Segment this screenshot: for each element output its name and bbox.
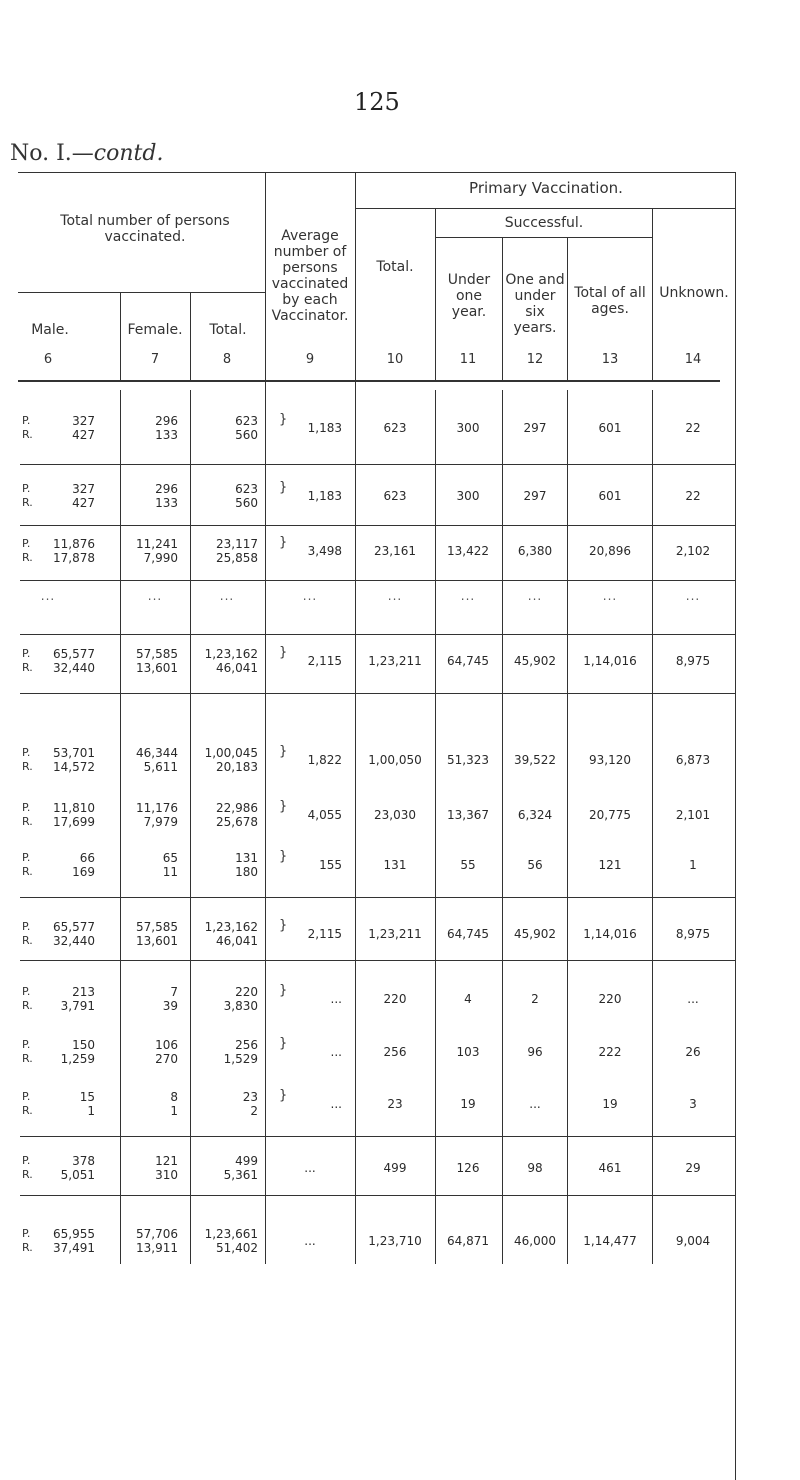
unknown-cell: 8,975 bbox=[675, 654, 711, 668]
total-cell-value: 1,23,661 bbox=[204, 1227, 258, 1241]
column-number: 8 bbox=[222, 352, 232, 367]
male-cell-value: 14,572 bbox=[53, 760, 95, 774]
female-cell bbox=[98, 537, 178, 565]
total-cell bbox=[178, 1090, 258, 1118]
female-cell-value: 1 bbox=[170, 1104, 178, 1118]
column-number: 12 bbox=[526, 352, 544, 367]
average-cell: 1,822 bbox=[307, 753, 342, 767]
body-column-divider bbox=[567, 390, 568, 1264]
one-six-cell: 39,522 bbox=[514, 753, 556, 767]
female-cell-value: 57,706 bbox=[136, 1227, 178, 1241]
prefix-p: P. bbox=[22, 985, 31, 998]
body-column-divider bbox=[735, 390, 736, 1480]
prefix-p: P. bbox=[22, 1090, 31, 1103]
column-number: 14 bbox=[684, 352, 702, 367]
average-cell: ... bbox=[304, 1234, 316, 1248]
male-cell bbox=[15, 647, 95, 675]
male-cell-value: 213 bbox=[72, 985, 95, 999]
body-column-divider bbox=[652, 390, 653, 1264]
prefix-p: P. bbox=[22, 851, 31, 864]
one-six-cell: 6,380 bbox=[517, 544, 553, 558]
total-cell-value: 623 bbox=[235, 482, 258, 496]
brace-mark: } bbox=[279, 799, 288, 814]
brace-mark: } bbox=[279, 480, 288, 495]
prefix-p: P. bbox=[22, 482, 31, 495]
title-prefix: No. I.— bbox=[10, 141, 94, 166]
prefix-r: R. bbox=[22, 1052, 33, 1065]
all-ages-cell: 1,14,016 bbox=[583, 654, 637, 668]
female-cell bbox=[98, 1227, 178, 1255]
prefix-r: R. bbox=[22, 865, 33, 878]
ellipsis-cell: ... bbox=[527, 589, 543, 603]
ptotal-cell: 220 bbox=[383, 992, 407, 1006]
ptotal-cell: 499 bbox=[383, 1161, 407, 1175]
male-cell-value: 427 bbox=[72, 428, 95, 442]
female-cell-value: 39 bbox=[162, 999, 178, 1013]
average-cell: ... bbox=[330, 992, 342, 1006]
female-cell-value: 11,241 bbox=[136, 537, 178, 551]
one-six-cell: 2 bbox=[531, 992, 539, 1006]
prefix-r: R. bbox=[22, 661, 33, 674]
total-cell-value: 1,23,162 bbox=[204, 647, 258, 661]
female-cell bbox=[98, 1154, 178, 1182]
prefix-r: R. bbox=[22, 428, 33, 441]
total-cell bbox=[178, 482, 258, 510]
header-successful: Successful. bbox=[504, 215, 584, 231]
female-cell bbox=[98, 414, 178, 442]
page-number: 125 bbox=[354, 88, 400, 116]
total-cell bbox=[178, 1227, 258, 1255]
row-separator bbox=[20, 1136, 735, 1137]
unknown-cell: 6,873 bbox=[675, 753, 711, 767]
ptotal-cell: 23 bbox=[387, 1097, 403, 1111]
female-cell bbox=[98, 746, 178, 774]
average-cell: 2,115 bbox=[307, 927, 342, 941]
male-cell-value: 17,699 bbox=[53, 815, 95, 829]
ptotal-cell: 23,030 bbox=[374, 808, 416, 822]
ptotal-cell: 23,161 bbox=[374, 544, 416, 558]
total-cell-value: 23,117 bbox=[216, 537, 258, 551]
ellipsis-cell: ... bbox=[147, 589, 163, 603]
unknown-cell: 2,101 bbox=[675, 808, 711, 822]
header-divider bbox=[355, 172, 356, 395]
row-separator bbox=[20, 960, 735, 961]
total-cell-value: 2 bbox=[250, 1104, 258, 1118]
female-cell-value: 133 bbox=[155, 428, 178, 442]
prefix-p: P. bbox=[22, 801, 31, 814]
total-cell-value: 22,986 bbox=[216, 801, 258, 815]
female-cell-value: 46,344 bbox=[136, 746, 178, 760]
ptotal-cell: 1,23,211 bbox=[368, 927, 422, 941]
brace-mark: } bbox=[279, 412, 288, 427]
female-cell-value: 121 bbox=[155, 1154, 178, 1168]
row-separator bbox=[20, 634, 735, 635]
under-one-cell: 300 bbox=[456, 421, 480, 435]
male-cell-value: 65,577 bbox=[53, 647, 95, 661]
unknown-cell: 22 bbox=[685, 489, 701, 503]
ellipsis-cell: ... bbox=[40, 589, 56, 603]
under-one-cell: 64,745 bbox=[447, 654, 489, 668]
column-number: 7 bbox=[150, 352, 160, 367]
header-male: Male. bbox=[31, 322, 69, 338]
male-cell-value: 378 bbox=[72, 1154, 95, 1168]
female-cell-value: 8 bbox=[170, 1090, 178, 1104]
female-cell-value: 13,911 bbox=[136, 1241, 178, 1255]
body-column-divider bbox=[502, 390, 503, 1264]
female-cell bbox=[98, 985, 178, 1013]
male-cell bbox=[15, 851, 95, 879]
prefix-r: R. bbox=[22, 496, 33, 509]
header-divider bbox=[265, 172, 266, 395]
female-cell bbox=[98, 482, 178, 510]
ptotal-cell: 623 bbox=[383, 489, 407, 503]
unknown-cell: 8,975 bbox=[675, 927, 711, 941]
total-cell-value: 20,183 bbox=[216, 760, 258, 774]
brace-mark: } bbox=[279, 645, 288, 660]
unknown-cell: 9,004 bbox=[675, 1234, 711, 1248]
total-cell-value: 1,529 bbox=[223, 1052, 258, 1066]
prefix-p: P. bbox=[22, 414, 31, 427]
header-primary: Primary Vaccination. bbox=[469, 179, 623, 197]
female-cell-value: 11 bbox=[162, 865, 178, 879]
column-number: 10 bbox=[386, 352, 404, 367]
column-number: 11 bbox=[459, 352, 477, 367]
all-ages-cell: 1,14,477 bbox=[583, 1234, 637, 1248]
unknown-cell: 29 bbox=[685, 1161, 701, 1175]
female-cell-value: 7 bbox=[170, 985, 178, 999]
female-cell-value: 133 bbox=[155, 496, 178, 510]
male-cell bbox=[15, 801, 95, 829]
header-divider bbox=[735, 172, 736, 395]
header-total-all-ages: Total of all ages. bbox=[574, 285, 646, 317]
ptotal-cell: 623 bbox=[383, 421, 407, 435]
row-separator bbox=[20, 464, 735, 465]
prefix-p: P. bbox=[22, 920, 31, 933]
prefix-r: R. bbox=[22, 551, 33, 564]
ellipsis-cell: ... bbox=[460, 589, 476, 603]
one-six-cell: 6,324 bbox=[517, 808, 553, 822]
female-cell-value: 13,601 bbox=[136, 934, 178, 948]
total-cell-value: 1,23,162 bbox=[204, 920, 258, 934]
female-cell-value: 57,585 bbox=[136, 920, 178, 934]
total-cell-value: 1,00,045 bbox=[204, 746, 258, 760]
total-cell bbox=[178, 414, 258, 442]
all-ages-cell: 461 bbox=[598, 1161, 622, 1175]
row-separator bbox=[20, 525, 735, 526]
male-cell-value: 65,955 bbox=[53, 1227, 95, 1241]
male-cell bbox=[15, 920, 95, 948]
brace-mark: } bbox=[279, 918, 288, 933]
body-column-divider bbox=[435, 390, 436, 1264]
prefix-p: P. bbox=[22, 537, 31, 550]
prefix-p: P. bbox=[22, 1227, 31, 1240]
header-total: Total. bbox=[209, 322, 247, 338]
header-female: Female. bbox=[127, 322, 183, 338]
header-average: Average number of persons vaccinated by each Vaccinator. bbox=[271, 228, 349, 324]
brace-mark: } bbox=[279, 983, 288, 998]
female-cell bbox=[98, 851, 178, 879]
female-cell-value: 296 bbox=[155, 482, 178, 496]
all-ages-cell: 93,120 bbox=[589, 753, 631, 767]
primary-header-rule bbox=[355, 208, 735, 209]
page-title bbox=[10, 141, 163, 166]
ptotal-cell: 1,00,050 bbox=[368, 753, 422, 767]
female-cell-value: 106 bbox=[155, 1038, 178, 1052]
one-six-cell: ... bbox=[529, 1097, 541, 1111]
all-ages-cell: 121 bbox=[598, 858, 622, 872]
total-cell bbox=[178, 647, 258, 675]
ptotal-cell: 1,23,211 bbox=[368, 654, 422, 668]
total-cell bbox=[178, 920, 258, 948]
total-cell bbox=[178, 851, 258, 879]
under-one-cell: 13,422 bbox=[447, 544, 489, 558]
ptotal-cell: 131 bbox=[383, 858, 407, 872]
title-suffix: contd. bbox=[93, 141, 164, 166]
column-number: 9 bbox=[305, 352, 315, 367]
male-cell-value: 37,491 bbox=[53, 1241, 95, 1255]
header-divider bbox=[435, 208, 436, 380]
one-six-cell: 45,902 bbox=[514, 654, 556, 668]
female-cell-value: 7,990 bbox=[143, 551, 178, 565]
total-cell-value: 51,402 bbox=[216, 1241, 258, 1255]
female-cell-value: 65 bbox=[162, 851, 178, 865]
body-column-divider bbox=[265, 390, 266, 1264]
male-cell-value: 32,440 bbox=[53, 661, 95, 675]
male-cell-value: 11,810 bbox=[53, 801, 95, 815]
female-cell bbox=[98, 647, 178, 675]
prefix-p: P. bbox=[22, 746, 31, 759]
male-cell-value: 15 bbox=[79, 1090, 95, 1104]
male-cell bbox=[15, 1154, 95, 1182]
one-six-cell: 45,902 bbox=[514, 927, 556, 941]
prefix-p: P. bbox=[22, 1154, 31, 1167]
male-cell-value: 1 bbox=[87, 1104, 95, 1118]
average-cell: 1,183 bbox=[307, 421, 342, 435]
total-cell-value: 131 bbox=[235, 851, 258, 865]
ellipsis-cell: ... bbox=[302, 589, 318, 603]
successful-header-rule bbox=[435, 237, 652, 238]
female-cell bbox=[98, 920, 178, 948]
female-cell bbox=[98, 1090, 178, 1118]
total-cell bbox=[178, 985, 258, 1013]
unknown-cell: 26 bbox=[685, 1045, 701, 1059]
under-one-cell: 126 bbox=[456, 1161, 480, 1175]
male-cell bbox=[15, 746, 95, 774]
male-cell bbox=[15, 1090, 95, 1118]
all-ages-cell: 20,775 bbox=[589, 808, 631, 822]
male-cell bbox=[15, 482, 95, 510]
female-cell-value: 296 bbox=[155, 414, 178, 428]
prefix-r: R. bbox=[22, 934, 33, 947]
average-cell: 1,183 bbox=[307, 489, 342, 503]
prefix-p: P. bbox=[22, 1038, 31, 1051]
one-six-cell: 46,000 bbox=[514, 1234, 556, 1248]
ellipsis-cell: ... bbox=[685, 589, 701, 603]
female-cell-value: 310 bbox=[155, 1168, 178, 1182]
ellipsis-cell: ... bbox=[387, 589, 403, 603]
unknown-cell: 1 bbox=[689, 858, 697, 872]
average-cell: ... bbox=[330, 1045, 342, 1059]
male-cell-value: 32,440 bbox=[53, 934, 95, 948]
prefix-r: R. bbox=[22, 760, 33, 773]
male-cell-value: 5,051 bbox=[60, 1168, 95, 1182]
header-divider bbox=[190, 292, 191, 380]
row-separator bbox=[20, 1195, 735, 1196]
female-cell-value: 11,176 bbox=[136, 801, 178, 815]
under-one-cell: 103 bbox=[456, 1045, 480, 1059]
average-cell: 155 bbox=[319, 858, 342, 872]
total-cell-value: 5,361 bbox=[223, 1168, 258, 1182]
column-number: 6 bbox=[43, 352, 53, 367]
total-cell-value: 3,830 bbox=[223, 999, 258, 1013]
prefix-r: R. bbox=[22, 999, 33, 1012]
male-cell-value: 427 bbox=[72, 496, 95, 510]
unknown-cell: 22 bbox=[685, 421, 701, 435]
brace-mark: } bbox=[279, 1036, 288, 1051]
total-cell bbox=[178, 746, 258, 774]
total-cell-value: 46,041 bbox=[216, 661, 258, 675]
prefix-p: P. bbox=[22, 647, 31, 660]
one-six-cell: 56 bbox=[527, 858, 543, 872]
total-cell-value: 220 bbox=[235, 985, 258, 999]
header-unknown: Unknown. bbox=[659, 285, 729, 301]
header-one-six: One and under six years. bbox=[505, 272, 565, 336]
total-cell-value: 499 bbox=[235, 1154, 258, 1168]
all-ages-cell: 220 bbox=[598, 992, 622, 1006]
total-cell-value: 180 bbox=[235, 865, 258, 879]
ptotal-cell: 1,23,710 bbox=[368, 1234, 422, 1248]
prefix-r: R. bbox=[22, 1168, 33, 1181]
total-cell-value: 623 bbox=[235, 414, 258, 428]
under-one-cell: 4 bbox=[464, 992, 472, 1006]
one-six-cell: 297 bbox=[523, 489, 547, 503]
average-cell: 4,055 bbox=[307, 808, 342, 822]
one-six-cell: 96 bbox=[527, 1045, 543, 1059]
brace-mark: } bbox=[279, 849, 288, 864]
male-cell-value: 327 bbox=[72, 414, 95, 428]
male-cell bbox=[15, 414, 95, 442]
header-total-vaccinated: Total number of persons vaccinated. bbox=[60, 213, 230, 245]
brace-mark: } bbox=[279, 535, 288, 550]
female-cell bbox=[98, 1038, 178, 1066]
total-cell-value: 25,678 bbox=[216, 815, 258, 829]
total-cell bbox=[178, 1038, 258, 1066]
under-one-cell: 13,367 bbox=[447, 808, 489, 822]
sex-header-rule bbox=[18, 292, 265, 293]
all-ages-cell: 1,14,016 bbox=[583, 927, 637, 941]
average-cell: ... bbox=[304, 1161, 316, 1175]
male-cell bbox=[15, 985, 95, 1013]
under-one-cell: 19 bbox=[460, 1097, 476, 1111]
row-separator bbox=[20, 693, 735, 694]
female-cell-value: 13,601 bbox=[136, 661, 178, 675]
brace-mark: } bbox=[279, 744, 288, 759]
male-cell bbox=[15, 1038, 95, 1066]
header-under-one: Under one year. bbox=[447, 272, 491, 320]
female-cell bbox=[98, 801, 178, 829]
female-cell-value: 57,585 bbox=[136, 647, 178, 661]
ellipsis-cell: ... bbox=[602, 589, 618, 603]
total-cell bbox=[178, 801, 258, 829]
one-six-cell: 297 bbox=[523, 421, 547, 435]
brace-mark: } bbox=[279, 1088, 288, 1103]
under-one-cell: 64,871 bbox=[447, 1234, 489, 1248]
header-primary-total: Total. bbox=[376, 259, 414, 275]
male-cell-value: 150 bbox=[72, 1038, 95, 1052]
male-cell-value: 169 bbox=[72, 865, 95, 879]
ptotal-cell: 256 bbox=[383, 1045, 407, 1059]
total-cell-value: 46,041 bbox=[216, 934, 258, 948]
under-one-cell: 51,323 bbox=[447, 753, 489, 767]
prefix-r: R. bbox=[22, 1241, 33, 1254]
all-ages-cell: 19 bbox=[602, 1097, 618, 1111]
prefix-r: R. bbox=[22, 815, 33, 828]
all-ages-cell: 601 bbox=[598, 421, 622, 435]
male-cell-value: 3,791 bbox=[60, 999, 95, 1013]
total-cell-value: 560 bbox=[235, 496, 258, 510]
header-bottom-rule bbox=[18, 380, 720, 382]
male-cell bbox=[15, 537, 95, 565]
male-cell-value: 327 bbox=[72, 482, 95, 496]
row-separator bbox=[20, 580, 735, 581]
ellipsis-cell: ... bbox=[219, 589, 235, 603]
male-cell bbox=[15, 1227, 95, 1255]
column-number: 13 bbox=[601, 352, 619, 367]
total-cell bbox=[178, 537, 258, 565]
average-cell: 3,498 bbox=[307, 544, 342, 558]
male-cell-value: 11,876 bbox=[53, 537, 95, 551]
all-ages-cell: 222 bbox=[598, 1045, 622, 1059]
female-cell-value: 5,611 bbox=[143, 760, 178, 774]
body-column-divider bbox=[355, 390, 356, 1264]
all-ages-cell: 20,896 bbox=[589, 544, 631, 558]
unknown-cell: ... bbox=[687, 992, 699, 1006]
unknown-cell: 3 bbox=[689, 1097, 697, 1111]
under-one-cell: 55 bbox=[460, 858, 476, 872]
under-one-cell: 64,745 bbox=[447, 927, 489, 941]
male-cell-value: 1,259 bbox=[60, 1052, 95, 1066]
total-cell-value: 256 bbox=[235, 1038, 258, 1052]
total-cell-value: 23 bbox=[242, 1090, 258, 1104]
total-cell-value: 560 bbox=[235, 428, 258, 442]
male-cell-value: 17,878 bbox=[53, 551, 95, 565]
row-separator bbox=[20, 897, 735, 898]
prefix-r: R. bbox=[22, 1104, 33, 1117]
average-cell: ... bbox=[330, 1097, 342, 1111]
female-cell-value: 270 bbox=[155, 1052, 178, 1066]
one-six-cell: 98 bbox=[527, 1161, 543, 1175]
all-ages-cell: 601 bbox=[598, 489, 622, 503]
male-cell-value: 53,701 bbox=[53, 746, 95, 760]
unknown-cell: 2,102 bbox=[675, 544, 711, 558]
total-cell-value: 25,858 bbox=[216, 551, 258, 565]
total-cell bbox=[178, 1154, 258, 1182]
female-cell-value: 7,979 bbox=[143, 815, 178, 829]
average-cell: 2,115 bbox=[307, 654, 342, 668]
under-one-cell: 300 bbox=[456, 489, 480, 503]
male-cell-value: 65,577 bbox=[53, 920, 95, 934]
header-top-rule bbox=[18, 172, 735, 173]
male-cell-value: 66 bbox=[79, 851, 95, 865]
